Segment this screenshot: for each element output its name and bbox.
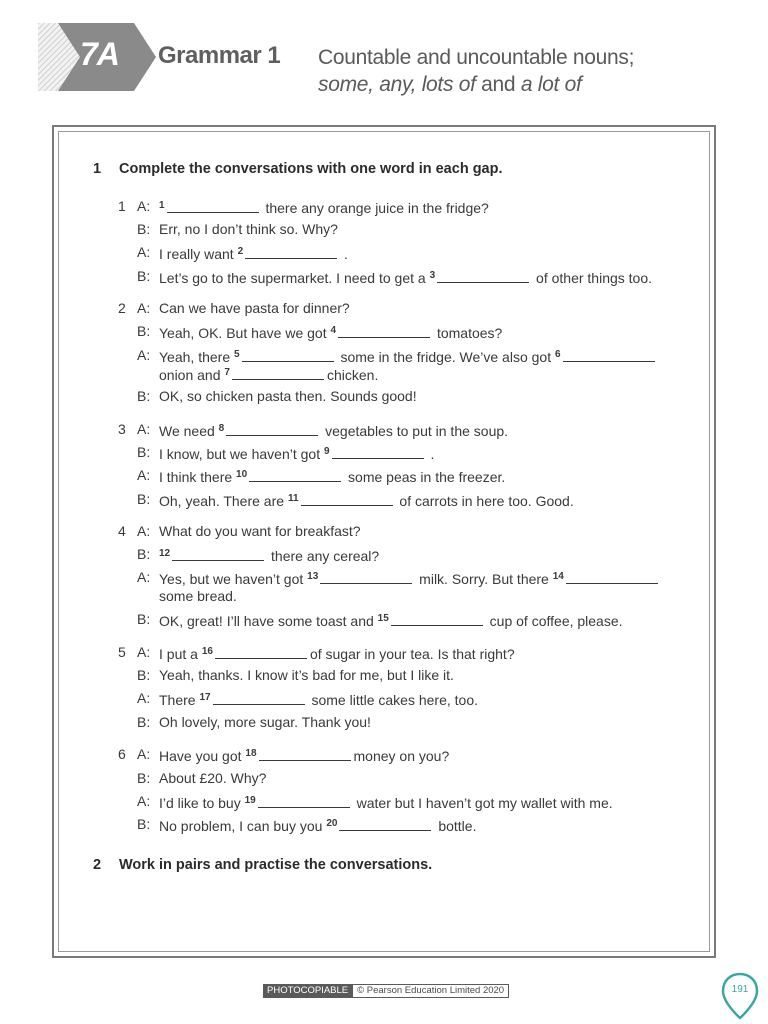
text-segment: water but I haven’t got my wallet with me. [352,795,613,811]
answer-blank[interactable] [437,270,529,283]
text-segment: I know, but we haven’t got [159,446,324,462]
speaker-label: B: [137,444,151,460]
conversation-number: 2 [118,300,126,316]
text-segment: tomatoes? [433,325,503,341]
text-segment: I really want [159,246,238,262]
dialogue-text [159,815,476,835]
answer-blank[interactable] [332,446,424,459]
dialogue-text [159,420,508,440]
exercise-1-heading [93,161,503,177]
text-segment: We need [159,423,219,439]
speaker-label: B: [137,611,151,627]
text-segment: Yeah, thanks. I know it’s bad for me, but I like it. [159,667,454,683]
text-segment: OK, great! I’ll have some toast and [159,613,378,629]
answer-blank[interactable] [215,646,307,659]
gap-number: 15 [377,613,389,624]
subtitle-italic-2: a lot of [520,73,582,96]
gap-number: 17 [199,692,211,703]
dialogue-text [159,197,489,217]
text-segment: Yes, but we haven’t got [159,571,308,587]
dialogue-text [159,387,417,405]
gap-number: 7 [224,367,230,378]
text-segment: OK, so chicken pasta then. Sounds good! [159,388,417,404]
speaker-label: A: [137,690,151,706]
gap-number: 11 [287,493,299,504]
answer-blank[interactable] [259,748,351,761]
answer-blank[interactable] [566,571,658,584]
text-segment: some peas in the freezer. [344,469,506,485]
dialogue-text [159,792,613,812]
gap-number: 9 [324,446,330,457]
gap-number: 3 [429,270,436,281]
text-segment: Let’s go to the supermarket. I need to get a [159,270,430,286]
dialogue-text [159,346,658,366]
copyright-notice: © Pearson Education Limited 2020 [352,984,509,998]
dialogue-text [159,643,515,663]
dialogue-text [159,610,623,630]
text-segment: Oh, yeah. There are [159,493,288,509]
text-segment: About £20. Why? [159,770,267,786]
dialogue-text [159,769,266,787]
text-segment: onion and [159,367,225,383]
page-title: Grammar 1 [158,42,281,69]
subtitle-and: and [475,73,521,96]
dialogue-text [159,545,379,565]
subtitle-italic-1: some, any, lots of [318,73,476,96]
gap-number: 1 [159,200,165,211]
text-segment: Yeah, OK. But have we got [159,325,331,341]
speaker-label: A: [137,347,151,363]
dialogue-text [159,443,434,463]
answer-blank[interactable] [563,349,655,362]
text-segment: Oh lovely, more sugar. Thank you! [159,714,371,730]
gap-number: 6 [554,349,561,360]
text-segment: Have you got [159,748,246,764]
subtitle-line-2 [318,71,634,98]
speaker-label: B: [137,323,151,339]
text-segment: vegetables to put in the soup. [321,423,509,439]
text-segment: money on you? [353,748,450,764]
answer-blank[interactable] [242,349,334,362]
speaker-label: B: [137,221,151,237]
dialogue-text [159,666,454,684]
answer-blank[interactable] [301,493,393,506]
dialogue-text [159,490,574,510]
gap-number: 14 [552,571,564,582]
text-segment: of sugar in your tea. Is that right? [309,646,515,662]
footer [263,984,509,998]
gap-number: 13 [307,571,319,582]
text-segment: cup of coffee, please. [485,613,623,629]
text-segment: some bread. [159,588,237,604]
dialogue-text [159,713,371,731]
speaker-label: B: [137,491,151,507]
page-number: 191 [731,984,749,995]
text-segment: some little cakes here, too. [307,692,479,708]
gap-number: 10 [236,469,248,480]
page-number-pin-icon [721,972,759,1020]
dialogue-text [159,267,652,287]
unit-code: 7A [80,36,119,72]
answer-blank[interactable] [245,246,337,259]
answer-blank[interactable] [320,571,412,584]
text-segment: chicken. [326,367,379,383]
text-segment: There [159,692,200,708]
dialogue-text [159,220,338,238]
dialogue-text [159,466,505,486]
photocopiable-label: PHOTOCOPIABLE [263,984,352,998]
speaker-label: A: [137,644,151,660]
answer-blank[interactable] [391,613,483,626]
dialogue-text [159,299,350,317]
gap-number: 5 [234,349,240,360]
text-segment: milk. Sorry. But there [415,571,553,587]
gap-number: 2 [237,246,244,257]
text-segment: Yeah, there [159,349,234,365]
answer-blank[interactable] [249,469,341,482]
text-segment: I’d like to buy [159,795,245,811]
speaker-label: A: [137,244,151,260]
text-segment: of carrots in here too. Good. [395,493,574,509]
speaker-label: A: [137,198,151,214]
answer-blank[interactable] [226,423,318,436]
answer-blank[interactable] [338,325,430,338]
text-segment: . [426,446,435,462]
exercise-instruction: Complete the conversations with one word in each gap. [119,161,503,177]
speaker-label: B: [137,770,151,786]
gap-number: 8 [218,423,225,434]
gap-number: 18 [245,748,257,759]
speaker-label: A: [137,569,151,585]
gap-number: 20 [326,818,338,829]
speaker-label: A: [137,746,151,762]
text-segment: of other things too. [532,270,653,286]
speaker-label: A: [137,421,151,437]
text-segment: What do you want for breakfast? [159,523,361,539]
speaker-label: A: [137,523,151,539]
text-segment: some in the fridge. We’ve also got [336,349,555,365]
gap-number: 19 [244,795,256,806]
dialogue-text [159,243,348,263]
answer-blank[interactable] [167,200,259,213]
text-segment: Can we have pasta for dinner? [159,300,350,316]
text-segment: I think there [159,469,237,485]
subtitle-line-1: Countable and uncountable nouns; [318,46,635,69]
text-segment: No problem, I can buy you [159,818,327,834]
dialogue-text [159,689,478,709]
exercise-2-heading [93,857,432,873]
exercise-instruction: Work in pairs and practise the conversations. [119,857,433,873]
speaker-label: B: [137,546,151,562]
text-segment: bottle. [434,818,477,834]
speaker-label: A: [137,300,151,316]
speaker-label: B: [137,667,151,683]
gap-number: 12 [159,548,171,559]
speaker-label: B: [137,816,151,832]
answer-blank[interactable] [258,795,350,808]
gap-number: 16 [201,646,213,657]
text-segment: Err, no I don’t think so. Why? [159,221,338,237]
exercise-number: 1 [93,161,102,177]
speaker-label: B: [137,268,151,284]
page-subtitle [318,44,634,98]
conversation-number: 3 [118,421,126,437]
dialogue-text [159,322,502,342]
speaker-label: A: [137,467,151,483]
speaker-label: B: [137,714,151,730]
conversation-number: 5 [118,644,126,660]
speaker-label: B: [137,388,151,404]
dialogue-text [159,522,361,540]
dialogue-text [159,568,661,588]
answer-blank[interactable] [339,818,431,831]
gap-number: 4 [330,325,337,336]
text-segment: there any cereal? [267,548,380,564]
speaker-label: A: [137,793,151,809]
conversation-number: 6 [118,746,126,762]
dialogue-text [159,587,237,605]
conversation-number: 4 [118,523,126,539]
dialogue-text [159,745,449,765]
answer-blank[interactable] [172,548,264,561]
conversation-number: 1 [118,198,126,214]
text-segment: . [340,246,348,262]
text-segment: I put a [159,646,202,662]
text-segment: there any orange juice in the fridge? [261,200,489,216]
answer-blank[interactable] [232,367,324,380]
exercise-number: 2 [93,857,102,873]
answer-blank[interactable] [213,692,305,705]
dialogue-text [159,364,378,384]
